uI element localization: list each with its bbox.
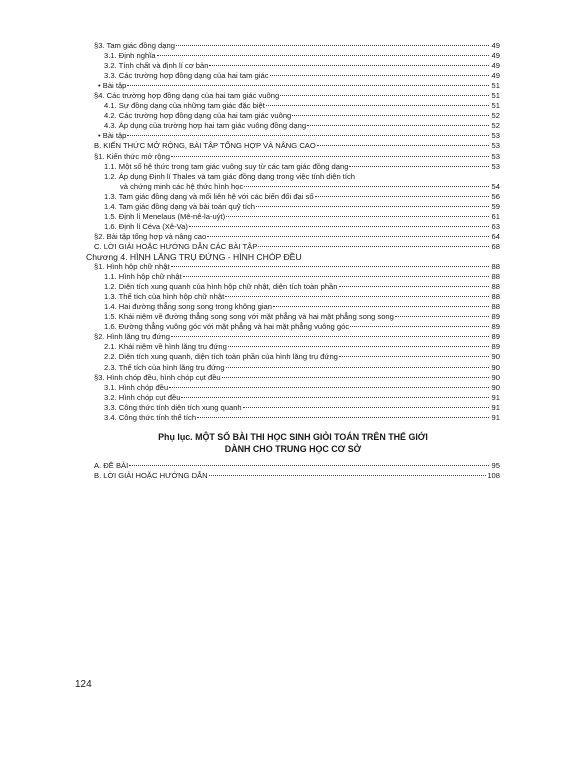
toc-entry-page: 90	[491, 352, 500, 362]
dot-leader	[171, 336, 489, 337]
chapter-title: Chương 4. HÌNH LĂNG TRỤ ĐỨNG - HÌNH CHÓP ĐỀU	[86, 251, 302, 262]
appendix-title-line-2: DÀNH CHO TRUNG HỌC CƠ SỞ	[224, 443, 362, 454]
toc-entry	[86, 192, 500, 202]
dot-leader	[339, 356, 489, 357]
toc-entry-page: 51	[491, 81, 500, 91]
toc-entry-title: 1.6. Đường thẳng vuông góc với mặt phẳng và hai mặt phẳng vuông góc	[104, 322, 350, 332]
toc-entry	[86, 172, 500, 182]
appendix-heading	[86, 431, 500, 455]
toc-entry-title: 3.1. Định nghĩa	[104, 51, 156, 61]
toc-entry	[86, 332, 500, 342]
toc-entry-page: 52	[491, 111, 500, 121]
toc-entry-title: 2.3. Thể tích của hình lăng trụ đứng	[104, 362, 225, 372]
toc-entry	[86, 111, 500, 121]
toc-entry	[86, 222, 500, 232]
toc-entry-title: 2.1. Khái niệm về hình lăng trụ đứng	[104, 342, 227, 352]
dot-leader	[228, 346, 489, 347]
toc-entry-page: 88	[491, 262, 500, 272]
toc-entry-page: 88	[491, 282, 500, 292]
toc-entry	[86, 182, 500, 192]
toc-entry	[86, 61, 500, 71]
toc-entry-page: 49	[491, 61, 500, 71]
dot-leader	[197, 417, 489, 418]
toc-entry-page: 89	[491, 342, 500, 352]
dot-leader	[273, 306, 489, 307]
toc-entry-page: 53	[491, 131, 500, 141]
toc-entry-title: 1.4. Hai đường thẳng song song trong không gian	[104, 302, 272, 312]
toc-entry-title: 2.2. Diện tích xung quanh, diện tích toàn phần của hình lăng trụ đứng	[104, 352, 338, 362]
toc-entry-page: 89	[491, 312, 500, 322]
table-of-contents	[86, 41, 500, 481]
toc-entry	[86, 232, 500, 242]
dot-leader	[226, 367, 489, 368]
toc-entry-page: 91	[491, 392, 500, 402]
dot-leader	[339, 286, 490, 287]
toc-section-appendix	[86, 461, 500, 481]
toc-entry-page: 53	[491, 151, 500, 161]
dot-leader	[157, 55, 489, 56]
dot-leader	[349, 166, 489, 167]
dot-leader	[169, 387, 489, 388]
dot-leader	[307, 125, 489, 126]
toc-entry	[86, 292, 500, 302]
toc-entry-title: • Bài tập	[98, 131, 127, 141]
toc-entry	[86, 152, 500, 162]
toc-entry-page: 56	[491, 191, 500, 201]
toc-entry	[86, 322, 500, 332]
toc-entry	[86, 121, 500, 131]
toc-entry-page: 68	[491, 241, 500, 251]
toc-entry-page: 53	[491, 161, 500, 171]
toc-entry	[86, 383, 500, 393]
toc-entry-page: 64	[491, 231, 500, 241]
toc-entry-page: 90	[491, 362, 500, 372]
toc-entry	[86, 71, 500, 81]
dot-leader	[189, 226, 489, 227]
toc-entry	[86, 312, 500, 322]
toc-entry-page: 90	[491, 372, 500, 382]
toc-entry-title: 4.2. Các trường hợp đồng dạng của hai tam giác vuông	[104, 111, 292, 121]
toc-entry-title: 1.3. Tam giác đồng dạng và mối liên hệ với các biến đổi đại số	[104, 191, 314, 201]
toc-entry-title: 3.3. Công thức tính diện tích xung quanh	[104, 402, 242, 412]
toc-entry-title: 1.2. Diện tích xung quanh của hình hộp chữ nhật, diện tích toàn phần	[104, 282, 338, 292]
toc-entry	[86, 461, 500, 471]
dot-leader	[243, 407, 489, 408]
toc-entry	[86, 51, 500, 61]
toc-entry	[86, 363, 500, 373]
toc-entry-title: 1.2. Áp dụng Định lí Thales và tam giác đồng dạng trong việc tính diện tích	[104, 171, 356, 181]
toc-entry-page: 88	[491, 302, 500, 312]
toc-entry-page: 90	[491, 382, 500, 392]
dot-leader	[183, 276, 489, 277]
toc-entry	[86, 81, 500, 91]
toc-section-chapter-3	[86, 41, 500, 252]
toc-entry-page: 49	[491, 41, 500, 50]
dot-leader	[225, 296, 489, 297]
toc-entry	[86, 282, 500, 292]
toc-entry	[86, 403, 500, 413]
toc-entry-title: 3.2. Tính chất và định lí cơ bản	[104, 61, 209, 71]
toc-entry	[86, 212, 500, 222]
toc-entry-title: 4.1. Sự đồng dạng của những tam giác đặc biệt	[104, 101, 265, 111]
toc-entry	[86, 41, 500, 51]
dot-leader	[226, 216, 489, 217]
toc-entry	[86, 131, 500, 141]
toc-entry-title: §1. Kiến thức mở rộng	[94, 151, 170, 161]
dot-leader	[280, 95, 489, 96]
dot-leader	[244, 186, 489, 187]
dot-leader	[350, 326, 489, 327]
toc-entry	[86, 101, 500, 111]
dot-leader	[266, 105, 489, 106]
toc-entry	[86, 352, 500, 362]
toc-entry-title: 1.3. Thể tích của hình hộp chữ nhật	[104, 292, 225, 302]
toc-entry	[86, 413, 500, 423]
toc-entry-title: 1.4. Tam giác đồng dạng và bài toán quỹ tích	[104, 201, 255, 211]
toc-entry-page: 59	[491, 201, 500, 211]
toc-entry-page: 88	[491, 272, 500, 282]
toc-entry-title: 3.4. Công thức tính thể tích	[104, 412, 197, 422]
toc-section-chapter-4	[86, 262, 500, 423]
toc-entry-page: 49	[491, 71, 500, 81]
dot-leader	[176, 45, 489, 46]
dot-leader	[317, 145, 489, 146]
toc-entry-title: 1.5. Định lí Menelaus (Mê-nê-la-uýt)	[104, 211, 226, 221]
toc-entry-page: 49	[491, 51, 500, 61]
dot-leader	[127, 85, 489, 86]
toc-entry	[86, 242, 500, 252]
toc-entry	[86, 162, 500, 172]
toc-entry-title: 1.1. Một số hệ thức trong tam giác vuông suy từ các tam giác đồng dạng	[104, 161, 349, 171]
toc-entry-title: • Bài tập	[98, 81, 127, 91]
dot-leader	[256, 206, 489, 207]
toc-entry	[86, 202, 500, 212]
toc-entry-title: 1.1. Hình hộp chữ nhật	[104, 272, 182, 282]
dot-leader	[222, 377, 489, 378]
toc-entry-page: 108	[487, 470, 500, 480]
toc-entry-title: 4.3. Áp dụng của trường hợp hai tam giác vuông đồng dạng	[104, 121, 307, 131]
toc-entry-page: 89	[491, 322, 500, 332]
toc-entry-page: 95	[491, 460, 500, 470]
toc-entry-page: 54	[491, 181, 500, 191]
toc-entry-title: 3.2. Hình chóp cụt đều	[104, 392, 181, 402]
toc-entry-page: 91	[491, 402, 500, 412]
toc-entry	[86, 272, 500, 282]
toc-entry-title: B. KIẾN THỨC MỞ RỘNG, BÀI TẬP TỔNG HỢP VÀ NÂNG CAO	[94, 141, 316, 151]
toc-entry-title: §2. Hình lăng trụ đứng	[94, 332, 171, 342]
toc-entry-title: B. LỜI GIẢI HOẶC HƯỚNG DẪN	[94, 470, 208, 480]
toc-entry-title: §4. Các trường hợp đồng dạng của hai tam giác vuông	[94, 91, 280, 101]
toc-entry-page: 63	[491, 221, 500, 231]
toc-entry	[86, 302, 500, 312]
dot-leader	[127, 135, 489, 136]
toc-entry-page: 61	[491, 211, 500, 221]
dot-leader	[129, 465, 489, 466]
toc-entry	[86, 373, 500, 383]
dot-leader	[171, 156, 489, 157]
toc-entry	[86, 342, 500, 352]
dot-leader	[315, 196, 489, 197]
toc-entry-title: §2. Bài tập tổng hợp và nâng cao	[94, 231, 207, 241]
page-number: 124	[75, 679, 92, 690]
toc-entry-title: 3.1. Hình chóp đều	[104, 382, 169, 392]
dot-leader	[181, 397, 489, 398]
dot-leader	[207, 236, 489, 237]
toc-entry-title: §3. Hình chóp đều, hình chóp cụt đều	[94, 372, 221, 382]
toc-entry-page: 52	[491, 121, 500, 131]
toc-entry-page: 89	[491, 332, 500, 342]
toc-entry-title: 3.3. Các trường hợp đồng dạng của hai tam giác	[104, 71, 269, 81]
toc-entry	[86, 141, 500, 151]
appendix-title-line-1: Phụ lục. MỘT SỐ BÀI THI HỌC SINH GIỎI TOÁN TRÊN THẾ GIỚI	[158, 431, 428, 442]
toc-entry-title: và chứng minh các hệ thức hình học	[120, 181, 244, 191]
dot-leader	[171, 266, 489, 267]
toc-entry	[86, 262, 500, 272]
dot-leader	[395, 316, 489, 317]
toc-entry-title: C. LỜI GIẢI HOẶC HƯỚNG DẪN CÁC BÀI TẬP	[94, 241, 258, 251]
toc-entry-title: §1. Hình hộp chữ nhật	[94, 262, 170, 272]
dot-leader	[292, 115, 489, 116]
toc-entry-page: 91	[491, 412, 500, 422]
toc-entry	[86, 91, 500, 101]
toc-entry	[86, 471, 500, 481]
dot-leader	[209, 475, 487, 476]
toc-entry-page: 53	[491, 141, 500, 151]
dot-leader	[209, 65, 489, 66]
toc-entry-page: 51	[491, 91, 500, 101]
dot-leader	[258, 246, 489, 247]
toc-entry-page: 88	[491, 292, 500, 302]
toc-entry-page: 51	[491, 101, 500, 111]
toc-entry-title: 1.6. Định lí Céva (Xê-Va)	[104, 221, 188, 231]
dot-leader	[270, 75, 490, 76]
toc-entry-title: 1.5. Khái niệm về đường thẳng song song với mặt phẳng và hai mặt phẳng song song	[104, 312, 394, 322]
toc-entry-title: A. ĐỀ BÀI	[94, 460, 129, 470]
toc-entry	[86, 393, 500, 403]
toc-entry-title: §3. Tam giác đồng dạng	[94, 41, 175, 50]
